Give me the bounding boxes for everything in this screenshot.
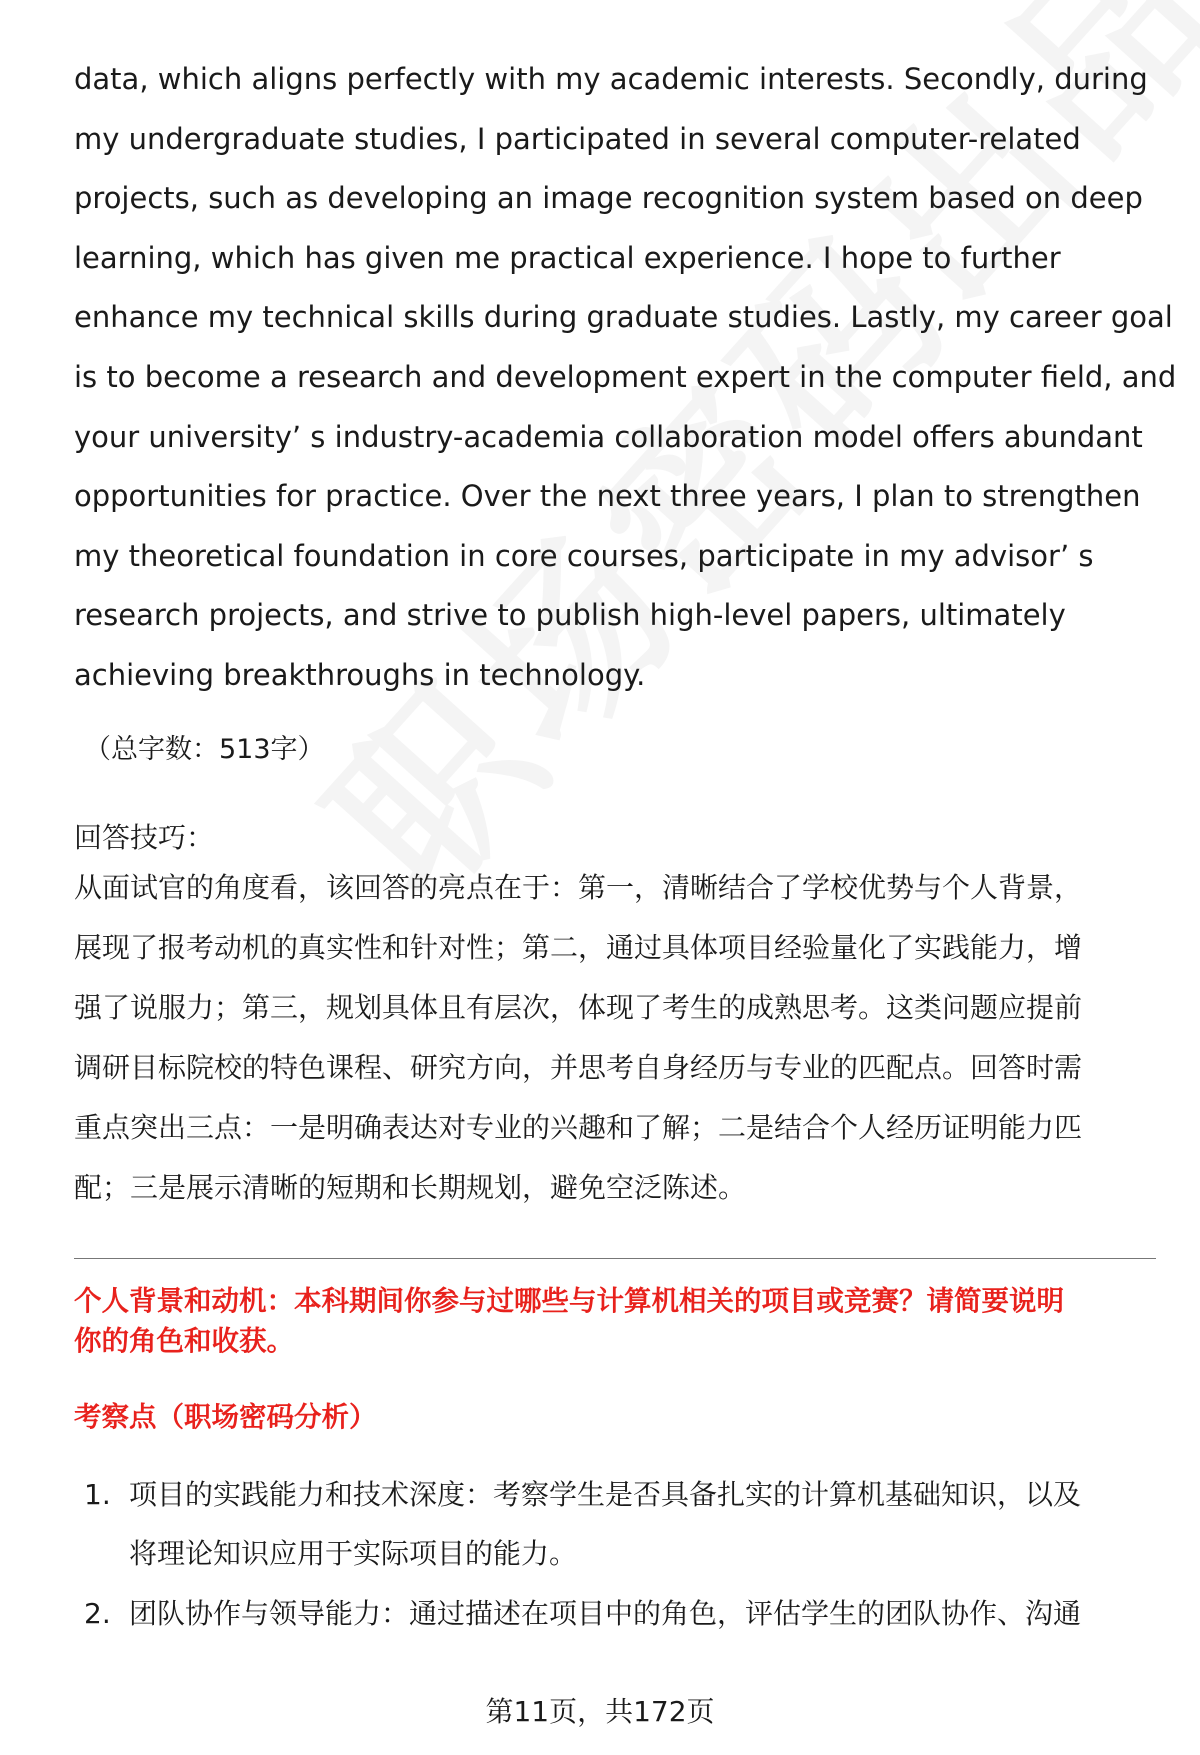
tips-body xyxy=(74,858,1154,1218)
paragraph-line: your university’ s industry-academia collaboration model offers abundant xyxy=(74,419,1143,454)
question-heading xyxy=(74,1281,1154,1361)
tips-line: 从面试官的角度看，该回答的亮点在于：第一，清晰结合了学校优势与个人背景， xyxy=(74,870,1083,904)
paragraph-line: opportunities for practice. Over the next three years, I plan to strengthen xyxy=(74,479,1141,514)
paragraph-line: my undergraduate studies, I participated in several computer-related xyxy=(74,121,1081,156)
paragraph-line: enhance my technical skills during graduate studies. Lastly, my career goal xyxy=(74,300,1173,335)
page-content xyxy=(74,50,1177,1643)
list-number: 1. xyxy=(84,1477,111,1511)
tips-line: 重点突出三点：一是明确表达对专业的兴趣和了解；二是结合个人经历证明能力匹 xyxy=(74,1110,1083,1144)
question-line: 你的角色和收获。 xyxy=(74,1324,294,1357)
tips-line: 调研目标院校的特色课程、研究方向，并思考自身经历与专业的匹配点。回答时需 xyxy=(74,1050,1083,1084)
list-number: 2. xyxy=(84,1596,111,1630)
paragraph-line: data, which aligns perfectly with my academic interests. Secondly, during xyxy=(74,62,1148,96)
paragraph-line: projects, such as developing an image recognition system based on deep xyxy=(74,181,1143,216)
tips-line: 展现了报考动机的真实性和针对性；第二，通过具体项目经验量化了实践能力，增 xyxy=(74,930,1083,964)
question-line: 个人背景和动机：本科期间你参与过哪些与计算机相关的项目或竞赛？请简要说明 xyxy=(74,1284,1064,1317)
list-item xyxy=(74,1584,1154,1644)
section-divider xyxy=(74,1258,1156,1259)
paragraph-line: my theoretical foundation in core courses, participate in my advisor’ s xyxy=(74,538,1094,573)
list-item-line: 团队协作与领导能力：通过描述在项目中的角色，评估学生的团队协作、沟通 xyxy=(129,1596,1082,1630)
tips-line: 强了说服力；第三，规划具体且有层次，体现了考生的成熟思考。这类问题应提前 xyxy=(74,990,1083,1024)
list-item-line: 将理论知识应用于实际项目的能力。 xyxy=(129,1537,578,1571)
paragraph-line: research projects, and strive to publish high-level papers, ultimately xyxy=(74,598,1066,633)
paragraph-line: learning, which has given me practical experience. I hope to further xyxy=(74,240,1061,275)
points-list xyxy=(74,1465,1154,1644)
list-item xyxy=(74,1465,1154,1584)
english-paragraph xyxy=(74,50,1177,706)
section-label: 考察点（职场密码分析） xyxy=(74,1400,377,1433)
paragraph-line: is to become a research and development expert in the computer field, and xyxy=(74,359,1177,394)
list-item-line: 项目的实践能力和技术深度：考察学生是否具备扎实的计算机基础知识，以及 xyxy=(129,1477,1082,1511)
paragraph-line: achieving breakthroughs in technology. xyxy=(74,657,646,692)
page-footer: 第11页，共172页 xyxy=(485,1695,715,1728)
word-count: （总字数：513字） xyxy=(84,733,325,765)
tips-title: 回答技巧： xyxy=(74,820,215,854)
tips-line: 配；三是展示清晰的短期和长期规划，避免空泛陈述。 xyxy=(74,1170,747,1204)
